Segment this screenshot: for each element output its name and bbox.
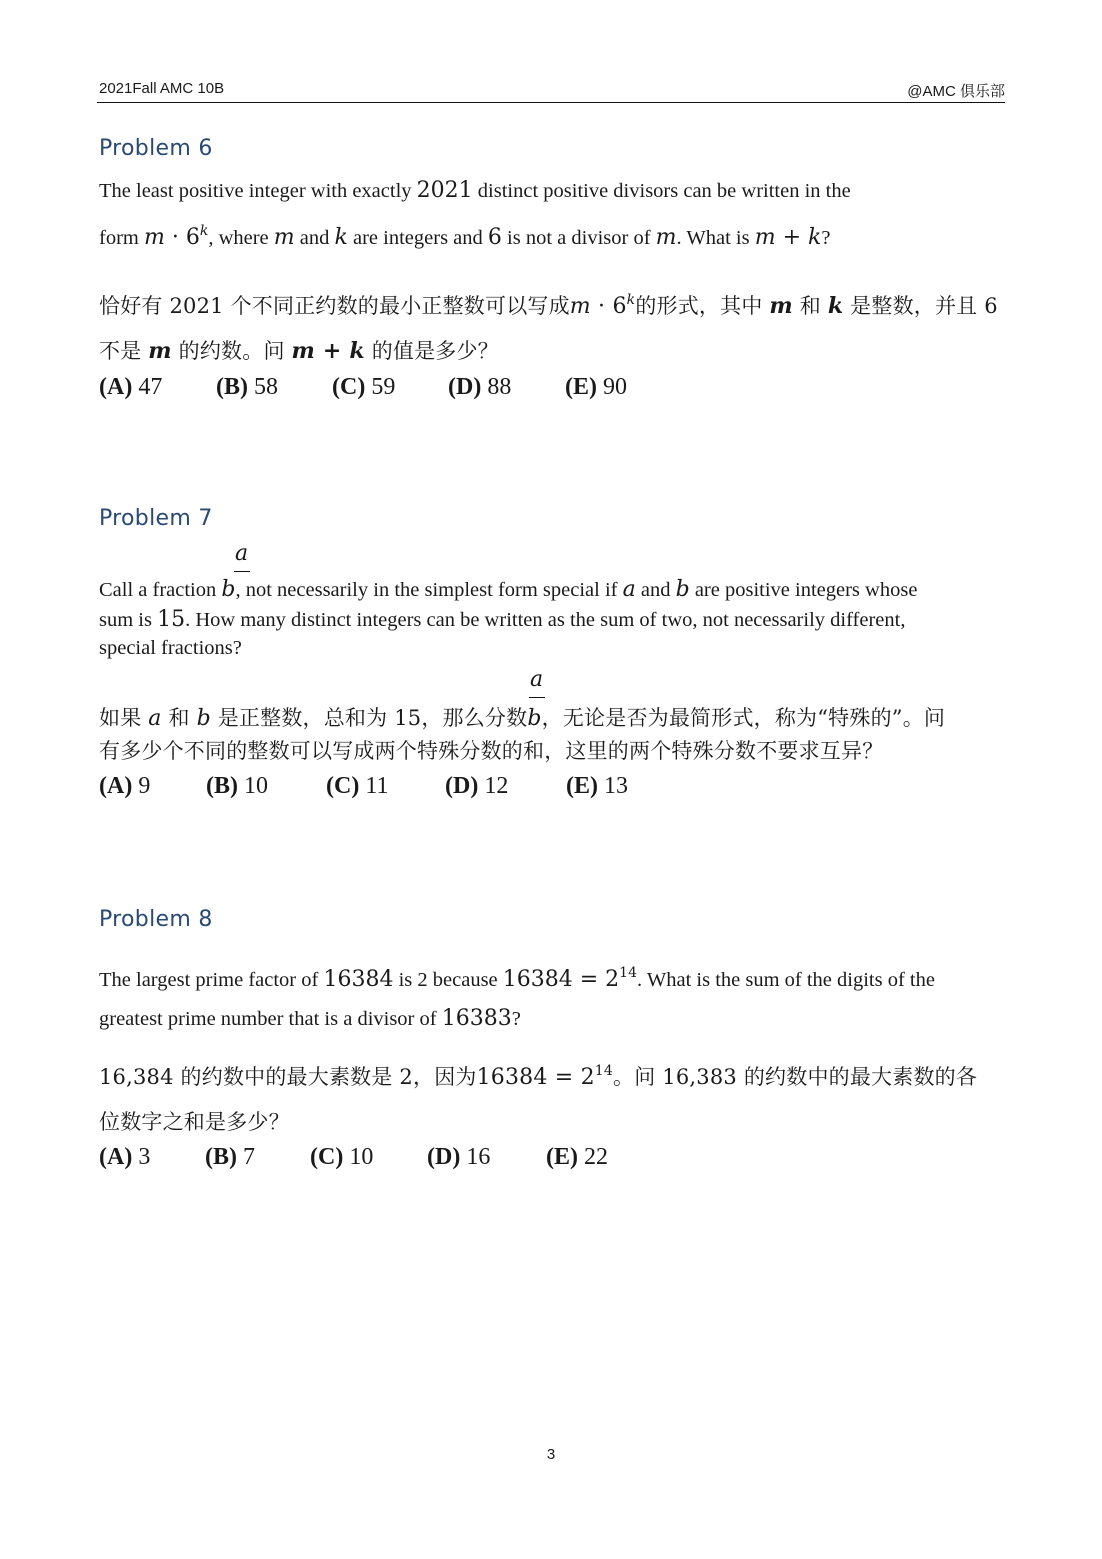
- math-equation: 16384 = 2: [476, 1065, 595, 1090]
- choice-c[interactable]: [332, 374, 448, 401]
- math-var: m: [769, 293, 793, 319]
- choice-d[interactable]: [448, 374, 565, 401]
- choice-letter: (B): [216, 374, 248, 400]
- header-left-text: 2021Fall AMC 10B: [99, 80, 225, 97]
- math-number: 6: [487, 225, 502, 250]
- choice-letter: (E): [546, 1144, 578, 1170]
- text: The largest prime factor of: [99, 969, 324, 991]
- choice-value: 13: [604, 773, 628, 799]
- text: 是正整数，总和为 15，那么分数: [210, 706, 528, 730]
- choice-e[interactable]: [566, 773, 628, 800]
- text: 不是: [99, 339, 149, 363]
- math-var: m: [569, 294, 591, 319]
- problem-7-cn-line-2: 有多少个不同的整数可以写成两个特殊分数的和，这里的两个特殊分数不要求互异？: [99, 739, 884, 763]
- fraction-numerator: a: [235, 541, 249, 566]
- math-var: k: [334, 225, 348, 250]
- problem-6-cn-line-1: [99, 290, 998, 320]
- choice-e[interactable]: [565, 374, 627, 401]
- math-var: b: [675, 577, 690, 602]
- page-header: [99, 80, 1005, 102]
- cn-fraction-numerator: a: [530, 667, 544, 692]
- text: Call a fraction: [99, 579, 222, 601]
- problem-6-choices: [99, 374, 627, 401]
- math-number: 16384: [323, 967, 394, 992]
- choice-value: 47: [138, 374, 163, 400]
- problem-7-en-line-1: [99, 577, 917, 602]
- choice-letter: (B): [205, 1144, 237, 1170]
- math-expression: m + k: [754, 225, 822, 250]
- text: 和: [161, 706, 197, 730]
- choice-b[interactable]: [205, 1144, 310, 1171]
- choice-value: 22: [584, 1144, 608, 1170]
- choice-c[interactable]: [310, 1144, 427, 1171]
- choice-value: 9: [138, 773, 151, 799]
- header-rule: [97, 102, 1005, 103]
- choice-letter: (C): [310, 1144, 344, 1170]
- fraction-denominator: b: [221, 577, 236, 602]
- text: ?: [511, 1008, 521, 1030]
- choice-value: 90: [603, 374, 627, 400]
- math-var: k: [827, 293, 844, 319]
- problem-8-cn-line-2: 位数字之和是多少？: [99, 1110, 290, 1134]
- choice-value: 10: [244, 773, 268, 799]
- choice-letter: (C): [332, 374, 366, 400]
- choice-value: 88: [487, 374, 512, 400]
- text: , not necessarily in the simplest form special if: [235, 579, 623, 601]
- text: , where: [208, 227, 274, 249]
- text: 16,384 的约数中的最大素数是 2，因为: [99, 1065, 477, 1089]
- text: are integers and: [347, 227, 488, 249]
- problem-7-choices: [99, 773, 628, 800]
- problem-7-cn-line-1: [99, 702, 945, 732]
- math-var: m: [148, 338, 172, 364]
- problem-6-en-line-2: [99, 223, 830, 250]
- math-number: 16383: [441, 1006, 512, 1031]
- text: greatest prime number that is a divisor of: [99, 1008, 442, 1030]
- text: is not a divisor of: [501, 227, 656, 249]
- choice-letter: (D): [448, 374, 482, 400]
- choice-letter: (A): [99, 1144, 133, 1170]
- problem-6-en-line-1: [99, 178, 851, 203]
- text: form: [99, 227, 144, 249]
- choice-d[interactable]: [445, 773, 566, 800]
- math-exponent: k: [199, 223, 209, 239]
- choice-letter: (A): [99, 374, 133, 400]
- text: 是整数，并且 6: [843, 294, 998, 318]
- problem-8-title: Problem 8: [99, 907, 213, 932]
- text: 。问 16,383 的约数中的最大素数的各: [613, 1065, 978, 1089]
- math-var: m: [273, 225, 295, 250]
- choice-value: 12: [484, 773, 509, 799]
- choice-letter: (A): [99, 773, 133, 799]
- text: ，无论是否为最简形式，称为“特殊的”。问: [541, 706, 946, 730]
- math-op: · 6: [590, 294, 627, 319]
- text: 恰好有 2021 个不同正约数的最小正整数可以写成: [99, 294, 570, 318]
- choice-value: 16: [466, 1144, 491, 1170]
- problem-7-title: Problem 7: [99, 506, 213, 531]
- choice-c[interactable]: [326, 773, 445, 800]
- math-exponent: 14: [619, 965, 637, 981]
- text: . What is: [676, 227, 755, 249]
- math-exponent: 14: [594, 1063, 614, 1079]
- choice-letter: (C): [326, 773, 360, 799]
- math-var: a: [148, 706, 162, 731]
- choice-letter: (E): [566, 773, 598, 799]
- problem-8-en-line-1: [99, 965, 935, 992]
- choice-letter: (D): [445, 773, 479, 799]
- problem-7-en-line-3: special fractions?: [99, 637, 242, 659]
- choice-letter: (D): [427, 1144, 461, 1170]
- problem-6-cn-line-2: [99, 335, 499, 365]
- text: . What is the sum of the digits of the: [637, 969, 935, 991]
- page-number: 3: [546, 1446, 556, 1463]
- problem-8-cn-line-1: [99, 1061, 977, 1091]
- choice-value: 3: [138, 1144, 151, 1170]
- problem-7-en-line-2: [99, 607, 905, 632]
- choice-value: 11: [365, 773, 389, 799]
- choice-letter: (E): [565, 374, 597, 400]
- math-var: m: [655, 225, 677, 250]
- math-exponent: k: [626, 292, 636, 308]
- text: . How many distinct integers can be written as the sum of two, not necessarily different,: [185, 609, 906, 631]
- problem-6-title: Problem 6: [99, 136, 213, 161]
- problem-8-choices: [99, 1144, 608, 1171]
- text: and: [635, 579, 676, 601]
- math-var: m: [143, 225, 165, 250]
- cn-fraction-bar: [529, 697, 545, 698]
- choice-a[interactable]: [99, 773, 206, 800]
- text: 的值是多少？: [364, 339, 499, 363]
- math-expression: m + k: [291, 338, 365, 364]
- text: distinct positive divisors can be written in the: [472, 180, 851, 202]
- text: 和: [792, 294, 828, 318]
- choice-value: 58: [254, 374, 278, 400]
- choice-a[interactable]: [99, 374, 216, 401]
- text: are positive integers whose: [689, 579, 918, 601]
- text: 的约数。问: [171, 339, 292, 363]
- text: ?: [821, 227, 831, 249]
- math-number: 2021: [416, 178, 473, 203]
- text: sum is: [99, 609, 158, 631]
- text: and: [294, 227, 335, 249]
- choice-value: 10: [349, 1144, 374, 1170]
- choice-b[interactable]: [216, 374, 332, 401]
- math-equation: 16384 = 2: [502, 967, 620, 992]
- choice-value: 59: [371, 374, 396, 400]
- header-right-text: @AMC 俱乐部: [907, 83, 1005, 100]
- choice-e[interactable]: [546, 1144, 608, 1171]
- cn-fraction-denominator: b: [527, 706, 542, 731]
- math-var: b: [196, 706, 211, 731]
- math-var: a: [622, 577, 636, 602]
- problem-8-en-line-2: [99, 1006, 521, 1031]
- text: 如果: [99, 706, 149, 730]
- choice-a[interactable]: [99, 1144, 205, 1171]
- choice-letter: (B): [206, 773, 238, 799]
- math-op: · 6: [164, 225, 200, 250]
- math-number: 15: [157, 607, 186, 632]
- fraction-bar: [234, 571, 250, 572]
- choice-d[interactable]: [427, 1144, 546, 1171]
- text: The least positive integer with exactly: [99, 180, 417, 202]
- choice-value: 7: [243, 1144, 255, 1170]
- text: is 2 because: [393, 969, 503, 991]
- choice-b[interactable]: [206, 773, 326, 800]
- text: 的形式，其中: [635, 294, 770, 318]
